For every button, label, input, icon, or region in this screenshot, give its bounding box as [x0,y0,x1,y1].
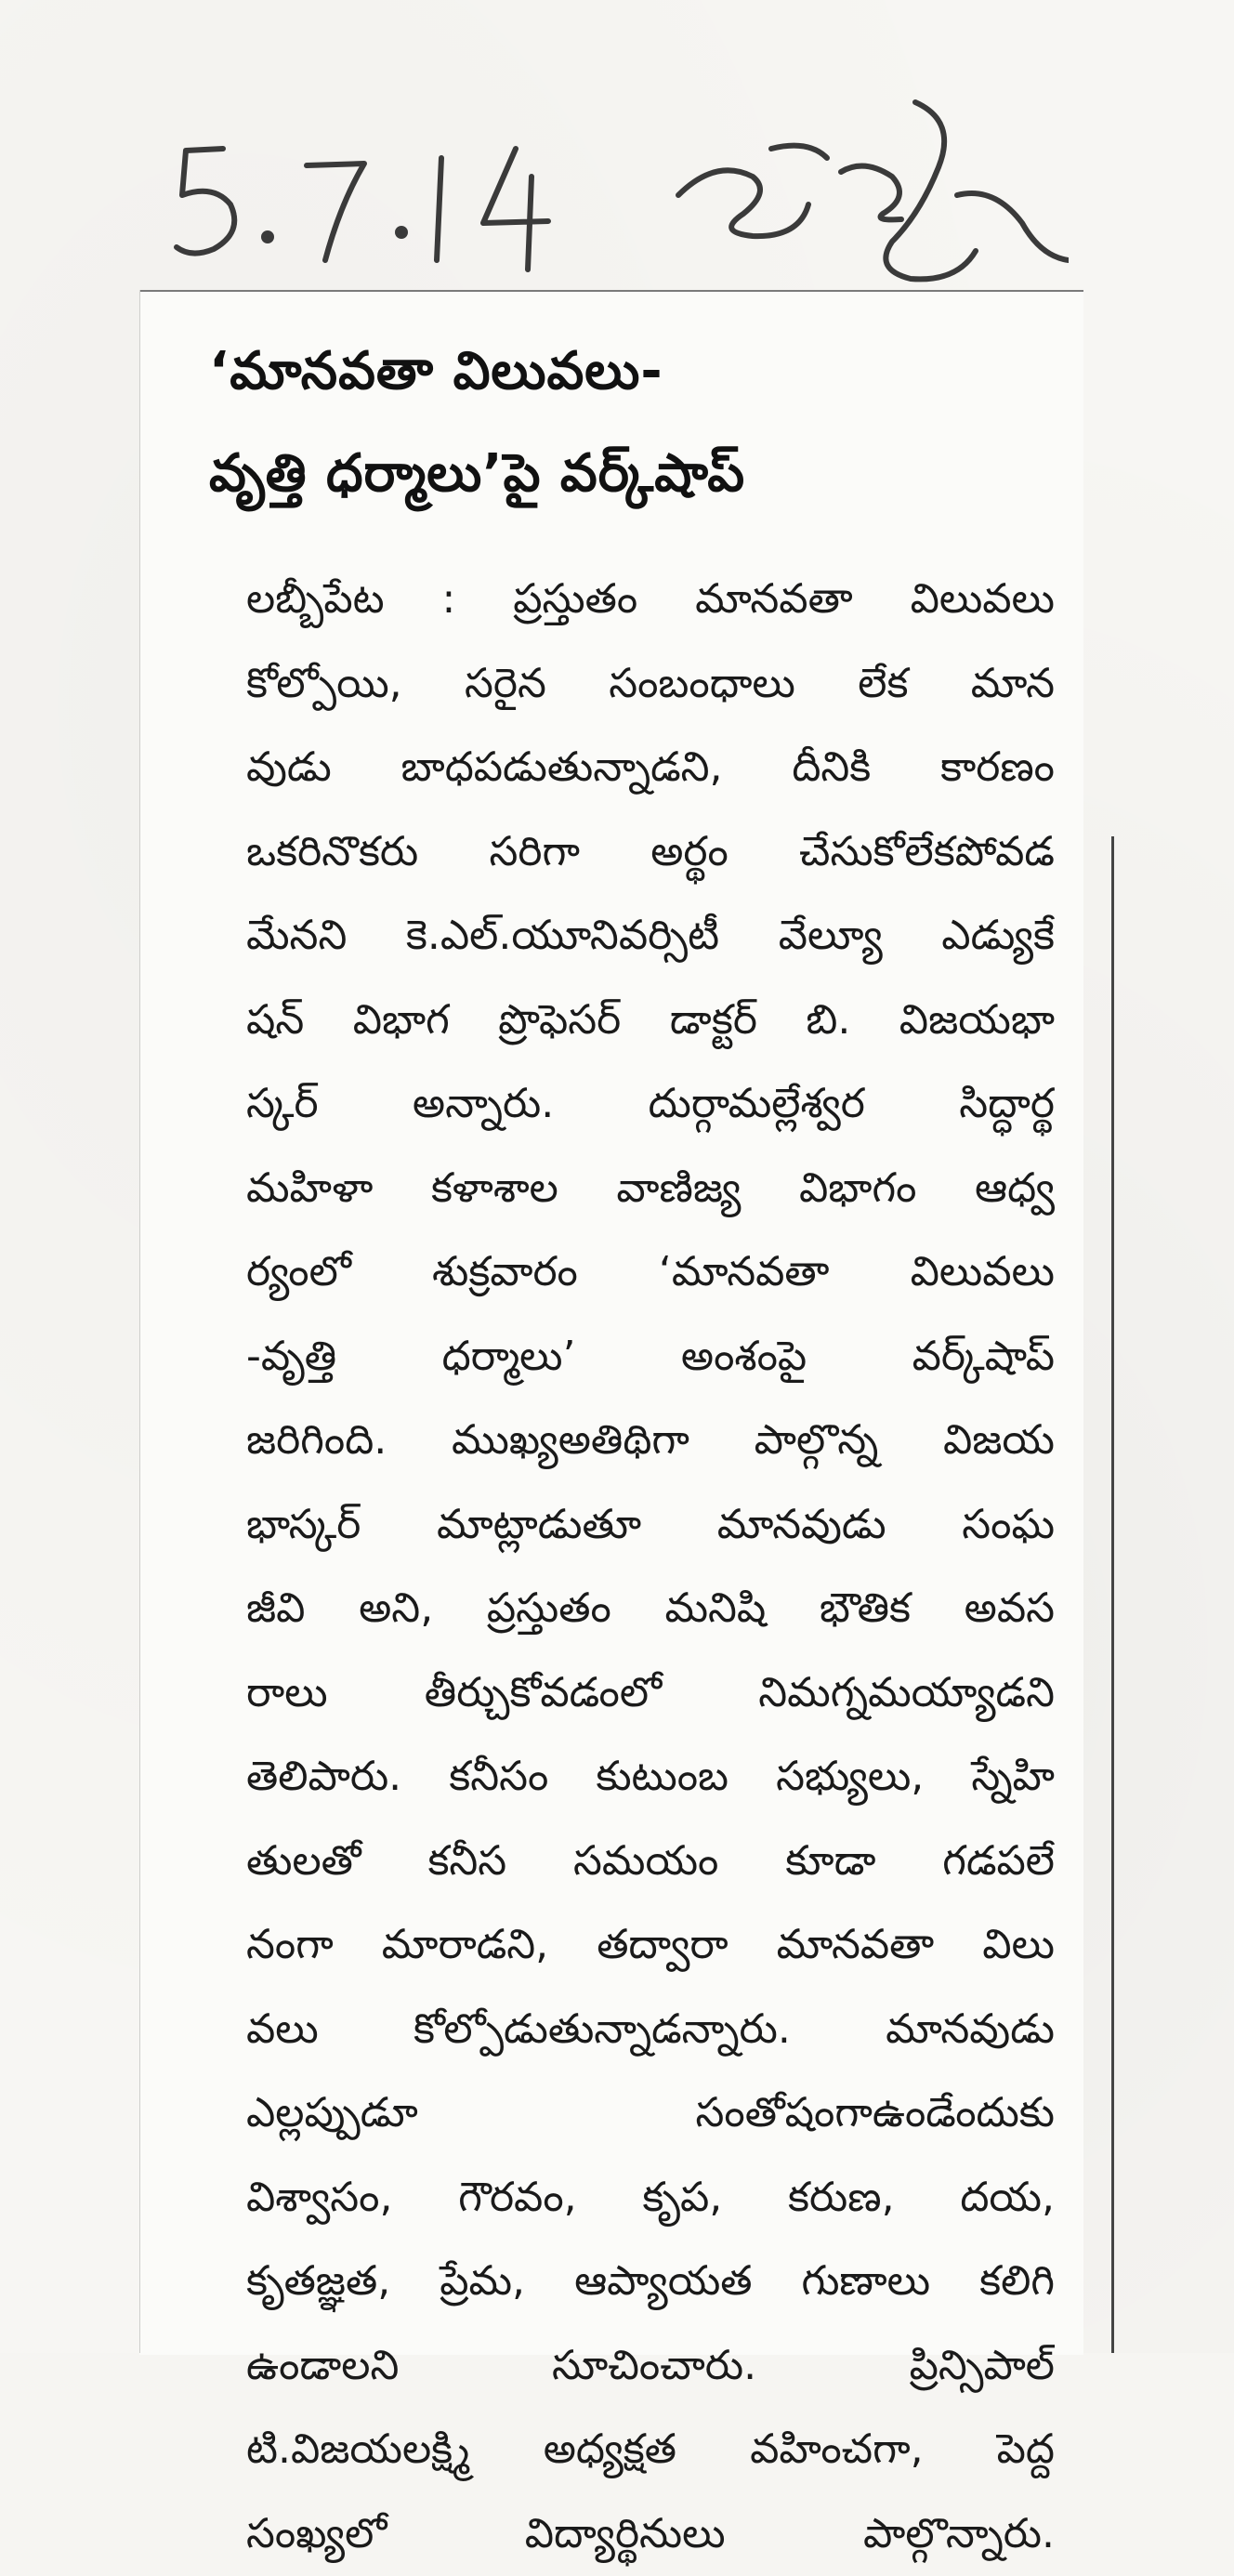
body-line: కృతజ్ఞత, ప్రేమ, ఆప్యాయత గుణాలు కలిగి [246,2240,1055,2324]
body-line: నంగా మారాడని, తద్వారా మానవతా విలు [246,1903,1055,1988]
body-line: తులతో కనీస సమయం కూడా గడపలే [246,1820,1055,1904]
handwritten-date-signature [158,84,1069,325]
article-headline [209,321,1045,525]
body-line: లబ్బీపేట : ప్రస్తుతం మానవతా విలువలు [246,558,1055,642]
body-line: ఎల్లప్పుడూ సంతోషంగాఉండేందుకు [246,2071,1055,2156]
body-line: జీవి అని, ప్రస్తుతం మనిషి భౌతిక అవస [246,1567,1055,1651]
body-line: వలు కోల్పోడుతున్నాడన్నారు. మానవుడు [246,1988,1055,2072]
clipping-left-edge [139,290,140,2353]
body-line: భాస్కర్ మాట్లాడుతూ మానవుడు సంఘ [246,1483,1055,1568]
body-line: సంఖ్యలో విద్యార్థినులు పాల్గొన్నారు. [246,2492,1055,2576]
body-line: తెలిపారు. కనీసం కుటుంబ సభ్యులు, స్నేహి [246,1735,1055,1820]
body-line: వుడు బాధపడుతున్నాడని, దీనికి కారణం [246,726,1055,810]
body-line: షన్ విభాగ ప్రొఫెసర్ డాక్టర్ బి. విజయభా [246,979,1055,1063]
body-line: -వృత్తి ధర్మాలు’ అంశంపై వర్క్‌షాప్ [246,1315,1055,1400]
headline-line: ‘మానవతా విలువలు- [209,321,1045,423]
body-line: ఒకరినొకరు సరిగా అర్థం చేసుకోలేకపోవడ [246,810,1055,895]
headline-line: వృత్తి ధర్మాలు’పై వర్క్‌షాప్ [209,423,1045,525]
body-line: టి.విజయలక్ష్మి అధ్యక్షత వహించగా, పెద్ద [246,2408,1055,2492]
body-line: జరిగింది. ముఖ్యఅతిథిగా పాల్గొన్న విజయ [246,1399,1055,1483]
body-line: ర్యంలో శుక్రవారం ‘మానవతా విలువలు [246,1230,1055,1315]
clipping-right-edge [1111,836,1114,2353]
body-line: మహిళా కళాశాల వాణిజ్య విభాగం ఆధ్వ [246,1147,1055,1231]
body-line: మేనని కె.ఎల్.యూనివర్సిటీ వేల్యూ ఎడ్యుకే [246,894,1055,979]
article-body [246,558,1055,2576]
handwriting-drawing [158,84,1069,325]
body-line: రాలు తీర్చుకోవడంలో నిమగ్నమయ్యాడని [246,1651,1055,1736]
body-line: కోల్పోయి, సరైన సంబంధాలు లేక మాన [246,642,1055,727]
body-line: విశ్వాసం, గౌరవం, కృప, కరుణ, దయ, [246,2156,1055,2241]
body-line: ఉండాలని సూచించారు. ప్రిన్సిపాల్ [246,2324,1055,2409]
body-line: స్కర్ అన్నారు. దుర్గామల్లేశ్వర సిద్ధార్థ [246,1062,1055,1147]
